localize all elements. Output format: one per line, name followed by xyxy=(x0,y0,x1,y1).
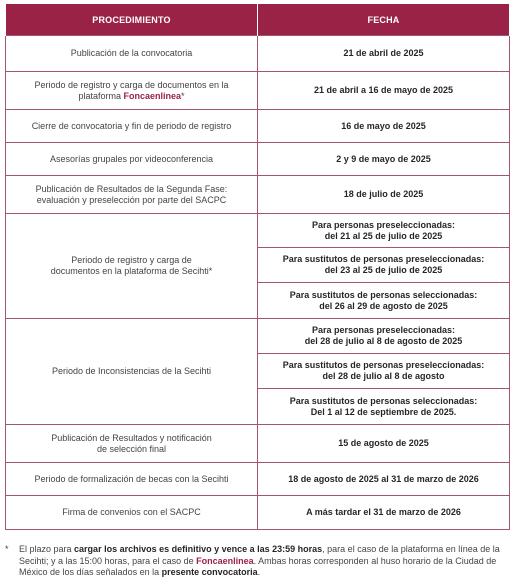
date-cell: 21 de abril de 2025 xyxy=(258,36,510,72)
date-subcell xyxy=(258,214,510,248)
footnote-segment: , para el caso de la plataforma en línea de la Secihti; y a las 15:00 horas, para el caso de xyxy=(19,544,500,566)
table-row xyxy=(6,143,510,176)
procedure-cell: Firma de convenios con el SACPC xyxy=(6,496,258,530)
foncaenlinea-brand: Foncaenlinea xyxy=(196,555,254,566)
footnote xyxy=(5,544,509,579)
header-procedure: PROCEDIMIENTO xyxy=(6,4,258,36)
footnote-segment: . Ambas horas corresponden al huso horario de la Ciudad de México de los días señalados en la xyxy=(19,555,497,577)
date-subline: Del 1 al 12 de septiembre de 2025. xyxy=(310,406,457,417)
procedure-cell: Periodo de Inconsistencias de la Secihti xyxy=(6,319,258,425)
footnote-segment: El plazo para xyxy=(19,544,75,554)
table-row xyxy=(6,425,510,463)
date-cell: 18 de agosto de 2025 al 31 de marzo de 2026 xyxy=(258,463,510,496)
procedure-line: Periodo de registro y carga de documentos en la xyxy=(34,79,229,90)
footnote-bold: cargar los archivos es definitivo y vence a las 23:59 horas xyxy=(74,544,323,554)
date-subline: del 23 al 25 de julio de 2025 xyxy=(324,265,443,275)
date-cell: 21 de abril a 16 de mayo de 2025 xyxy=(258,72,510,110)
date-subline: Para sustitutos de personas seleccionadas: xyxy=(289,289,478,300)
procedure-cell xyxy=(6,425,258,463)
table-row xyxy=(6,319,510,354)
procedure-line: plataforma xyxy=(78,90,124,101)
footnote-asterisk: * xyxy=(5,544,9,554)
date-subline: del 21 al 25 de julio de 2025 xyxy=(324,230,443,241)
table-row xyxy=(6,110,510,143)
table-row xyxy=(6,496,510,530)
date-cell: 18 de julio de 2025 xyxy=(258,176,510,214)
schedule-table-wrapper xyxy=(5,4,509,530)
date-subline: Para sustitutos de personas preseleccionadas: xyxy=(282,360,485,370)
procedure-cell xyxy=(6,214,258,319)
procedure-cell: Asesorías grupales por videoconferencia xyxy=(6,143,258,176)
procedure-cell: Publicación de la convocatoria xyxy=(6,36,258,72)
procedure-line: documentos en la plataforma de Secihti* xyxy=(50,266,213,276)
procedure-line: Periodo de registro y carga de xyxy=(71,255,192,265)
footnote-text xyxy=(19,544,509,579)
date-subcell xyxy=(258,319,510,354)
date-subline: Para sustitutos de personas preseleccionadas: xyxy=(282,254,485,264)
date-subline: Para personas preseleccionadas: xyxy=(311,219,456,230)
date-subline: Para sustitutos de personas seleccionadas: xyxy=(289,395,478,406)
procedure-line: Publicación de Resultados y notificación xyxy=(51,432,212,443)
procedure-line: de selección final xyxy=(96,443,167,454)
date-cell: 2 y 9 de mayo de 2025 xyxy=(258,143,510,176)
date-cell: 15 de agosto de 2025 xyxy=(258,425,510,463)
procedure-cell: Cierre de convocatoria y fin de periodo de registro xyxy=(6,110,258,143)
header-date: FECHA xyxy=(258,4,510,36)
procedure-cell xyxy=(6,176,258,214)
table-row xyxy=(6,176,510,214)
procedure-line: Publicación de Resultados de la Segunda Fase: xyxy=(35,183,228,194)
procedure-cell xyxy=(6,72,258,110)
procedure-cell: Periodo de formalización de becas con la Secihti xyxy=(6,463,258,496)
date-subline: del 28 de julio al 8 de agosto de 2025 xyxy=(304,336,463,346)
foncaenlinea-brand: Foncaenlinea xyxy=(123,90,182,101)
footnote-segment: . xyxy=(257,567,261,577)
footnote-bold: presente convocatoria xyxy=(161,567,258,577)
table-row xyxy=(6,214,510,248)
table-row xyxy=(6,463,510,496)
date-cell: A más tardar el 31 de marzo de 2026 xyxy=(258,496,510,530)
table-header-row xyxy=(6,4,510,36)
procedure-line: evaluación y preselección por parte del SACPC xyxy=(36,194,227,205)
date-subline: Para personas preseleccionadas: xyxy=(311,325,456,335)
date-subline: del 26 al 29 de agosto de 2025 xyxy=(319,300,448,311)
date-subline: del 28 de julio al 8 de agosto xyxy=(322,371,445,381)
date-subcell xyxy=(258,389,510,425)
schedule-table xyxy=(5,4,510,530)
date-cell: 16 de mayo de 2025 xyxy=(258,110,510,143)
asterisk-mark: * xyxy=(181,90,185,101)
table-row xyxy=(6,36,510,72)
date-subcell xyxy=(258,283,510,319)
date-subcell xyxy=(258,354,510,389)
date-subcell xyxy=(258,248,510,283)
table-row xyxy=(6,72,510,110)
